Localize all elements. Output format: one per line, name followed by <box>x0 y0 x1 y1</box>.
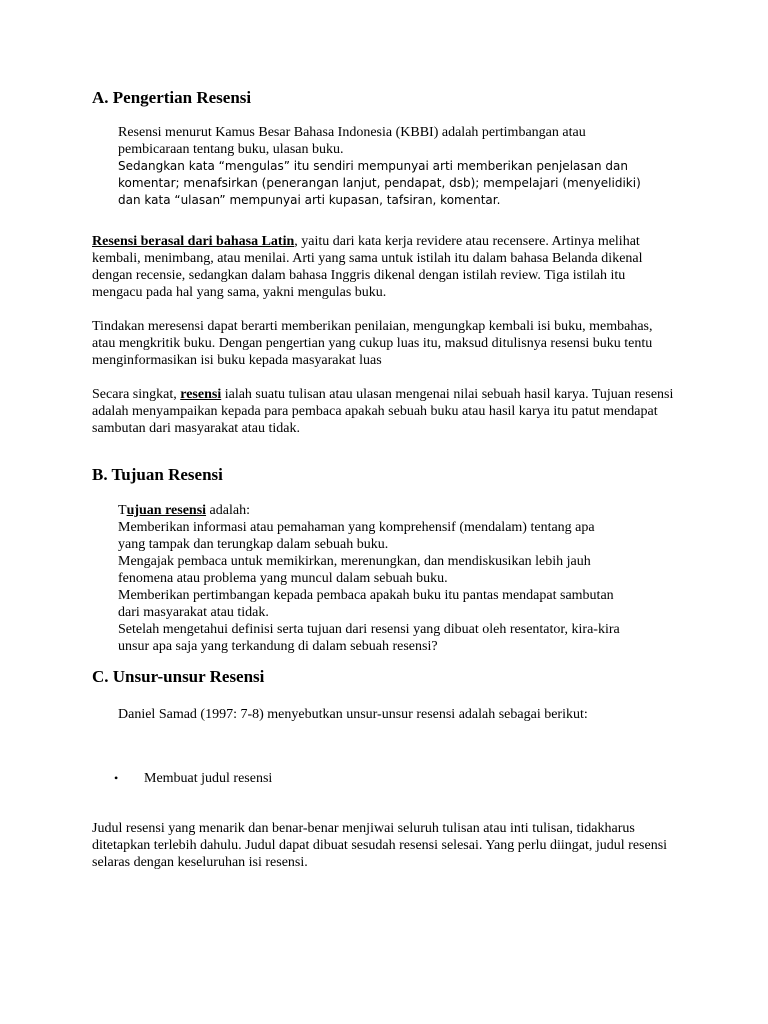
mengulas-line: dan kata “ulasan” mempunyai arti kupasan, tafsiran, komentar. <box>118 193 501 207</box>
section-b-list <box>118 502 676 655</box>
latin-origin-paragraph <box>92 233 676 301</box>
unsur-intro: Daniel Samad (1997: 7-8) menyebutkan unsur-unsur resensi adalah sebagai berikut: <box>118 707 588 722</box>
list-item-label: Membuat judul resensi <box>144 771 273 786</box>
definition-line: Resensi menurut Kamus Besar Bahasa Indonesia (KBBI) adalah pertimbangan atau <box>118 125 586 140</box>
section-a-heading: A. Pengertian Resensi <box>92 88 252 107</box>
tujuan-lead-initial: T <box>118 503 127 518</box>
tujuan-resensi-link[interactable]: ujuan resensi <box>126 503 207 518</box>
tujuan-line: Memberikan pertimbangan kepada pembaca apakah buku itu pantas mendapat sambutan <box>118 588 614 603</box>
tujuan-line: Setelah mengetahui definisi serta tujuan dari resensi yang dibuat oleh resentator, kira-kira <box>118 622 620 637</box>
meresensi-paragraph: Tindakan meresensi dapat berarti memberikan penilaian, mengungkap kembali isi buku, membahas, atau mengkritik buku. Dengan pengertian yang cukup luas itu, maksud ditulisnya resensi buku tentu menginformasikan isi buku kepada masyarakat luas <box>92 319 653 368</box>
tujuan-line: fenomena atau problema yang muncul dalam sebuah buku. <box>118 571 448 586</box>
mengulas-line: komentar; menafsirkan (penerangan lanjut, pendapat, dsb); mempelajari (menyelidiki) <box>118 176 641 190</box>
summary-text: ialah suatu tulisan atau ulasan mengenai nilai sebuah hasil karya. Tujuan resensi adalah menyampaikan kepada para pembaca apakah sebuah buku atau hasil karya itu patut mendapat sambutan dari masyarakat atau tidak. <box>92 387 674 436</box>
tujuan-lead <box>118 502 676 519</box>
section-c-heading: C. Unsur-unsur Resensi <box>92 667 265 686</box>
section-b-heading: B. Tujuan Resensi <box>92 465 223 484</box>
judul-paragraph: Judul resensi yang menarik dan benar-benar menjiwai seluruh tulisan atau inti tulisan, tidakharus ditetapkan terlebih dahulu. Judul dapat dibuat sesudah resensi selesai. Yang perlu diingat, judul resensi selaras dengan keseluruhan isi resensi. <box>92 821 668 870</box>
latin-origin-link[interactable]: Resensi berasal dari bahasa Latin <box>92 234 295 249</box>
section-a-definition <box>118 124 676 209</box>
summary-paragraph <box>92 386 676 437</box>
summary-start: Secara singkat, <box>92 387 181 402</box>
tujuan-line: yang tampak dan terungkap dalam sebuah buku. <box>118 537 389 552</box>
resensi-link[interactable]: resensi <box>180 387 222 402</box>
mengulas-line: Sedangkan kata “mengulas” itu sendiri mempunyai arti memberikan penjelasan dan <box>118 159 628 173</box>
tujuan-line: Mengajak pembaca untuk memikirkan, merenungkan, dan mendiskusikan lebih jauh <box>118 554 591 569</box>
tujuan-line: dari masyarakat atau tidak. <box>118 605 269 620</box>
list-item <box>114 770 676 787</box>
definition-line: pembicaraan tentang buku, ulasan buku. <box>118 142 344 157</box>
tujuan-line: Memberikan informasi atau pemahaman yang komprehensif (mendalam) tentang apa <box>118 520 595 535</box>
latin-origin-text: , yaitu dari kata kerja revidere atau recensere. Artinya melihat kembali, menimbang, atau menilai. Arti yang sama untuk istilah itu dalam bahasa Belanda dikenal dengan recensie, sedangkan dalam bahasa Inggris dikenal dengan istilah review. Tiga istilah itu mengacu pada hal yang sama, yakni mengulas buku. <box>92 234 643 300</box>
tujuan-lead-rest: adalah: <box>206 503 250 518</box>
tujuan-line: unsur apa saja yang terkandung di dalam sebuah resensi? <box>118 639 438 654</box>
bullet-icon: • <box>114 771 119 785</box>
